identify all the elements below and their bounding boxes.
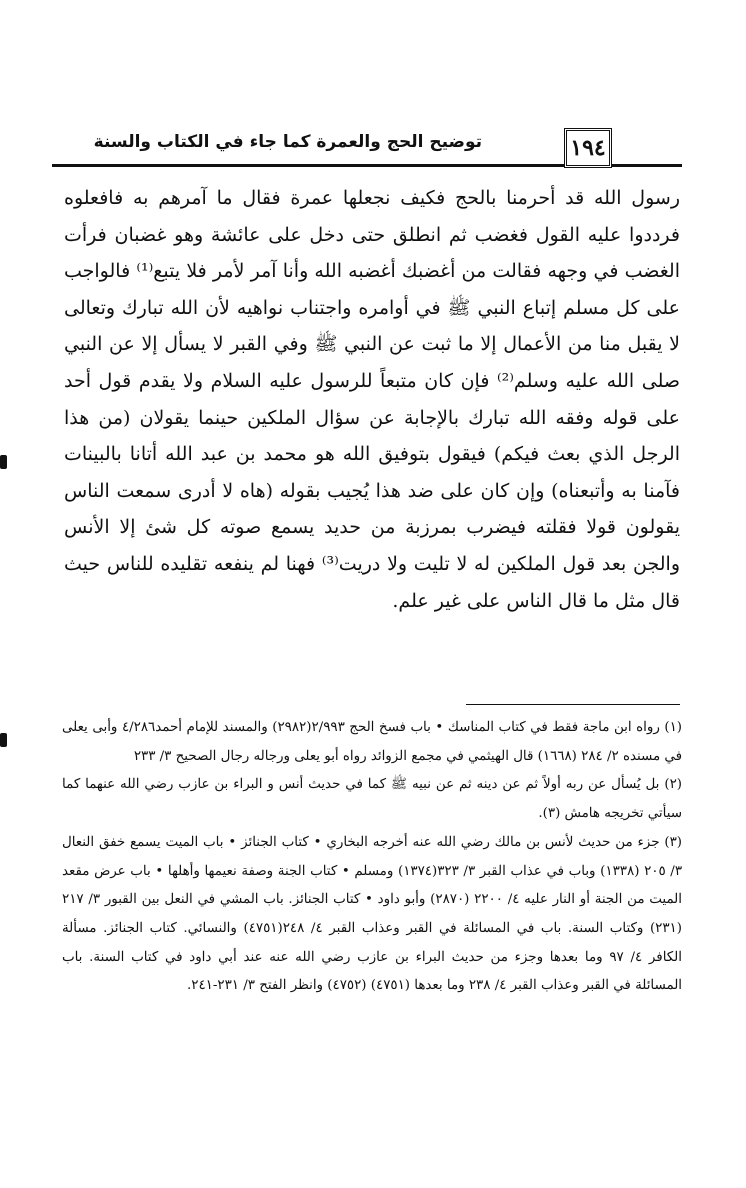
running-title: توضيح الحج والعمرة كما جاء في الكتاب والسنة xyxy=(93,132,482,152)
main-body-text xyxy=(64,180,680,619)
footnote-3: (٣) جزء من حديث لأنس بن مالك رضي الله عنه أخرجه البخاري • كتاب الجنائز • باب الميت يسمع خفق النعال ٣/ ٢٠٥ (١٣٣٨) وباب في عذاب القبر ٣/ ٣٢٣(١٣٧٤) ومسلم • كتاب الجنة وصفة نعيمها وأهلها • باب عرض مقعد الميت من الجنة أو النار عليه ٤/ ٢٢٠٠ (٢٨٧٠) وأبو داود • كتاب الجنائز. باب المشي في النعل بين القبور ٣/ ٢١٧ (٢٣١) وكتاب السنة. باب في المسائلة في القبر وعذاب القبر ٤/ ٢٤٨(٤٧٥١) والنسائي. كتاب الجنائز. مسألة الكافر ٤/ ٩٧ وما بعدها وجزء من حديث البراء بن عازب رضي الله عنه عند أبي داود في كتاب السنة. باب المسائلة في القبر وعذاب القبر ٤/ ٢٣٨ وما بعدها (٤٧٥١) (٤٧٥٢) وانظر الفتح ٣/ ٢٣١-٢٤١. xyxy=(62,834,683,994)
footnote-separator xyxy=(466,704,680,705)
margin-mark xyxy=(0,733,7,747)
body-paragraph: رسول الله قد أحرمنا بالحج فكيف نجعلها عمرة فقال ما آمرهم به فافعلوه فرددوا عليه القول فغضب ثم انطلق حتى دخل على عائشة وهو غضبان فرأت الغضب في وجهه فقالت من أغضبك أغضبه الله وأنا آمر لأمر فلا يتبع⁽¹⁾ فالواجب على كل مسلم إتباع النبي ﷺ في أوامره واجتناب نواهيه لأن الله تبارك وتعالى لا يقبل منا من الأعمال إلا ما ثبت عن النبي ﷺ وفي القبر لا يسأل إلا عن النبي صلى الله عليه وسلم⁽²⁾ فإن كان متبعاً للرسول عليه السلام ولا يقدم قول أحد على قوله وفقه الله تبارك بالإجابة عن سؤال الملكين حينما يقولان (من هذا الرجل الذي بعث فيكم) فيقول بتوفيق الله هو محمد بن عبد الله أتانا بالبينات فآمنا به وأتبعناه) وإن كان على ضد هذا يُجيب بقوله (هاه لا أدرى سمعت الناس يقولون قولا فقلته فيضرب بمرزبة من حديد يسمع صوته كل شئ إلا الأنس والجن بعد قول الملكين له لا تليت ولا دريت⁽³⁾ فهنا لم ينفعه تقليده للناس حيث قال مثل ما قال الناس على غير علم. xyxy=(64,187,681,612)
footnote-2: (٢) بل يُسأل عن ربه أولاً ثم عن دينه ثم عن نبيه ﷺ كما في حديث أنس و البراء بن عازب رضي الله عنهما كما سيأتي تخريجه هامش (٣). xyxy=(62,777,682,822)
footnote-1: (١) رواه ابن ماجة فقط في كتاب المناسك • باب فسخ الحج ٢/٩٩٣(٢٩٨٢) والمسند للإمام أحمد٤/٢٨٦ وأبى يعلى في مسنده ٢/ ٢٨٤ (١٦٦٨) قال الهيثمي في مجمع الزوائد رواه أبو يعلى ورجاله رجال الصحيح ٣/ ٢٣٣ xyxy=(62,720,682,764)
page-header xyxy=(52,128,682,172)
page-number: ١٩٤ xyxy=(564,128,612,168)
footnotes xyxy=(62,714,682,1001)
margin-mark xyxy=(0,455,7,469)
